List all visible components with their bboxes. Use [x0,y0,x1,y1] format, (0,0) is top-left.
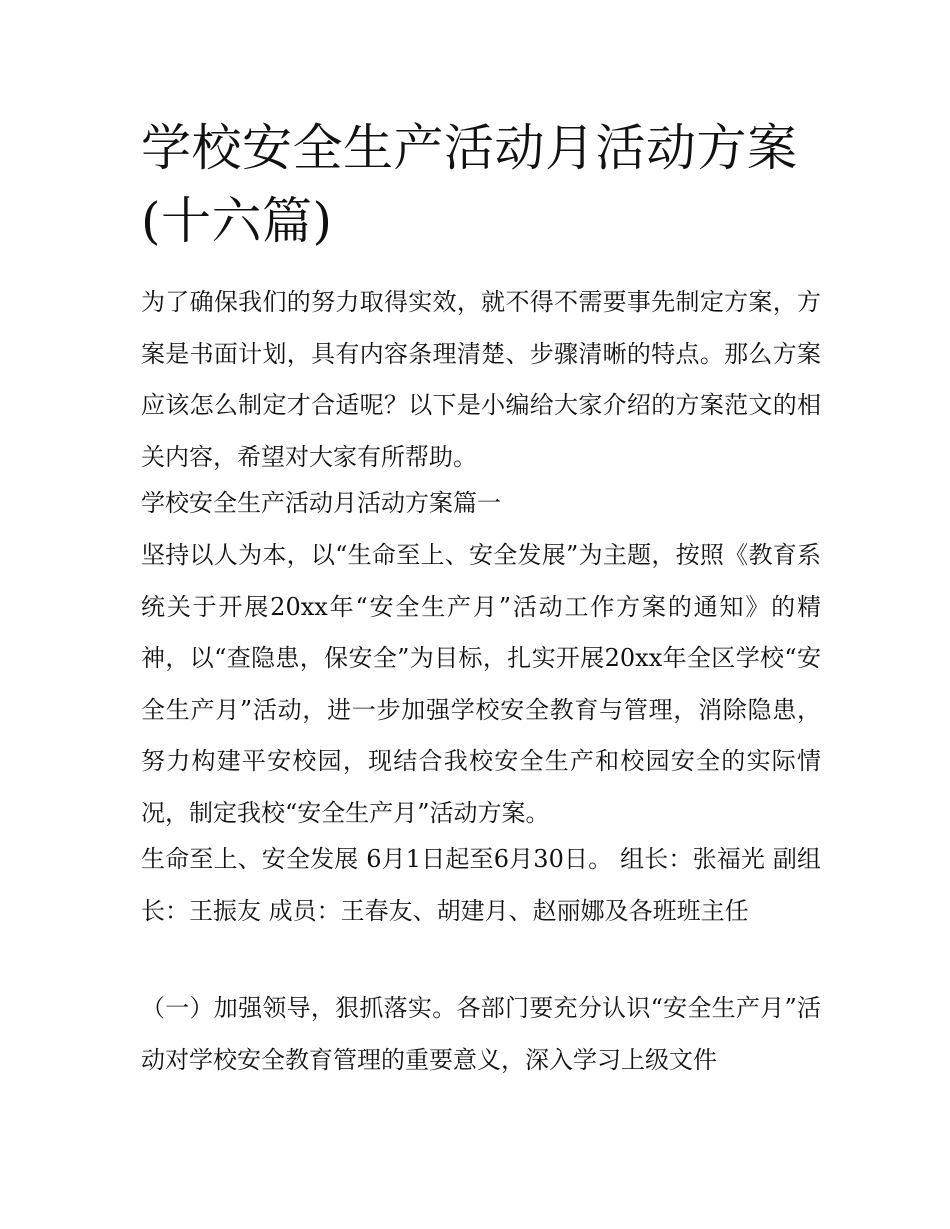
section-heading: 学校安全生产活动月活动方案篇一 [141,489,501,517]
intro-paragraph: 为了确保我们的努力取得实效，就不得不需要事先制定方案，方案是书面计划，具有内容条理清楚、步骤清晰的特点。那么方案应该怎么制定才合适呢？以下是小编给大家介绍的方案范文的相关内容，希望对大家有所帮助。 [141,288,821,471]
body-paragraph-2: 生命至上、安全发展 6月1日起至6月30日。 组长：张福光 副组长：王振友 成员：王春友、胡建月、赵丽娜及各班班主任 [141,845,821,925]
body-paragraph-1: 坚持以人为本，以“生命至上、安全发展”为主题，按照《教育系统关于开展20xx年“安全生产月”活动工作方案的通知》的精神，以“查隐患，保安全”为目标，扎实开展20xx年全区学校“安全生产月”活动，进一步加强学校安全教育与管理，消除隐患，努力构建平安校园，现结合我校安全生产和校园安全的实际情况，制定我校“安全生产月”活动方案。 [141,541,821,827]
body-paragraph-3: （一）加强领导，狠抓落实。各部门要充分认识“安全生产月”活动对学校安全教育管理的重要意义，深入学习上级文件 [141,994,821,1074]
document-title: 学校安全生产活动月活动方案(十六篇) [141,119,798,250]
